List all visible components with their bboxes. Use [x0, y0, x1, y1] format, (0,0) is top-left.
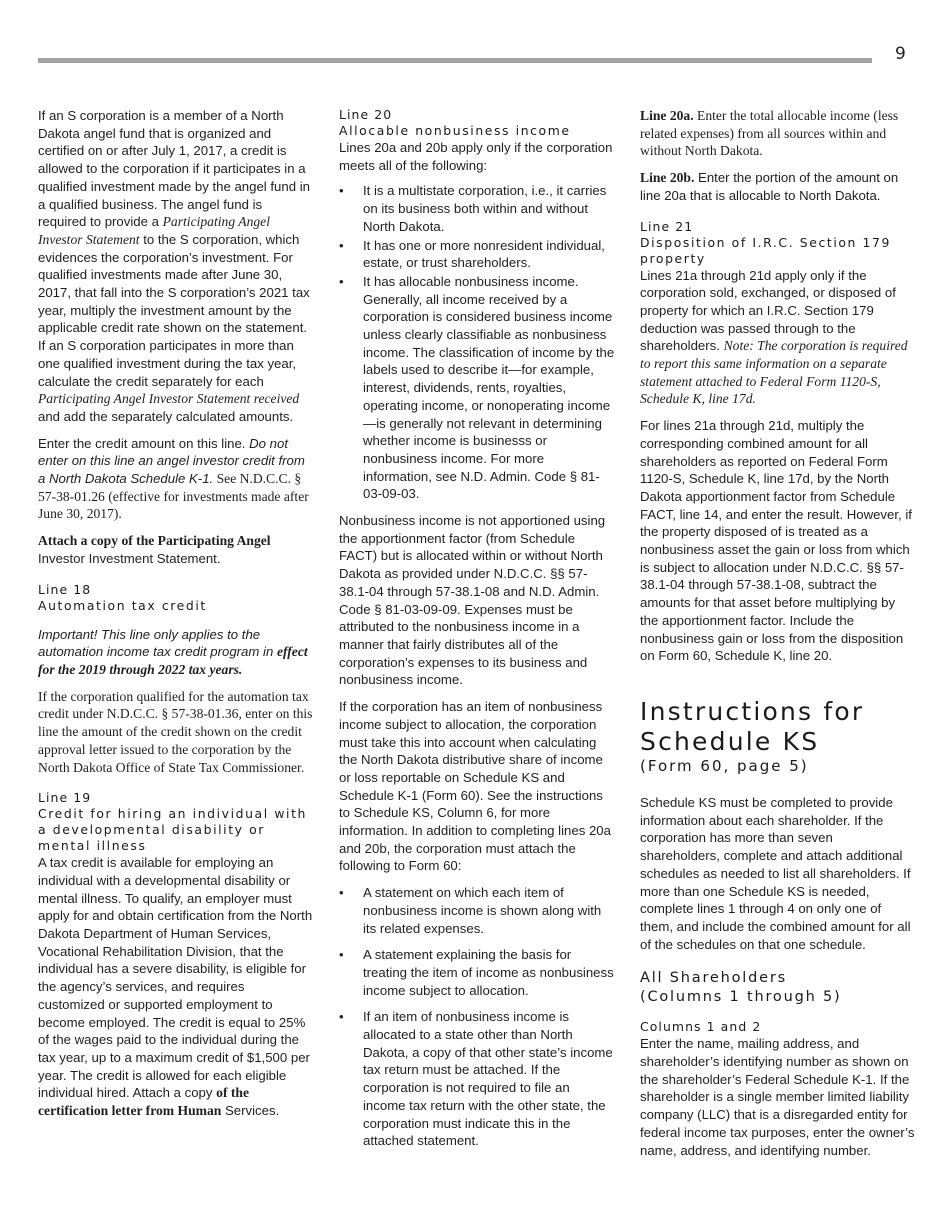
line-21-heading [640, 219, 916, 267]
list-item: • A statement explaining the basis for treating the item of income as nonbusiness income subject to allocation. [339, 946, 615, 999]
line-19-label: Line 19 [38, 790, 92, 806]
columns-1-2-heading [640, 1019, 916, 1035]
credit-amount-paragraph: Enter the credit amount on this line. Do not enter on this line an angel investor credit from a North Dakota Schedule K-1. See N.D.C.C. § 57-38-01.26 (effective for investments made after June 30, 2017). [38, 435, 309, 522]
schedule-ks-subtitle: (Form 60, page 5) [640, 756, 809, 775]
all-shareholders-title: All Shareholders [640, 970, 787, 987]
line-18-label: Line 18 [38, 581, 92, 597]
left-column [38, 107, 314, 1129]
line-20-label: Line 20 [339, 107, 393, 122]
line-19-text: A tax credit is available for employing an individual with a developmental disability or mental illness. To qualify, an employer must apply for and obtain certification from the North Dakota Department of Human Services, Vocational Rehabilitation Division, that the individual has a severe disability, is eligible for the agency’s services, and requires customized or supported employment to become employed. The credit is equal to 25% of the wages paid to the individual during the tax year, up to a maximum credit of $1,500 per year. The credit is allowed for each eligible individual hired. Attach a copy of the certification letter from Human Services. [38, 855, 313, 1119]
list-item: • It is a multistate corporation, i.e., it carries on its business both within and without North Dakota. [339, 182, 615, 235]
line-21-instructions: For lines 21a through 21d, multiply the corresponding combined amount for all shareholders as reported on Federal Form 1120-S, Schedule K, line 17d, by the North Dakota apportionment factor from Schedule FACT, line 14, and enter the result. However, if the property disposed of is treated as a nonbusiness asset the gain or loss from which is subject to allocation under N.D.C.C. §§ 57-38.1-04 through 57-38.1-08, subtract the amounts for that asset before multiplying by the apportionment factor. Include the nonbusiness gain or loss from the disposition on Form 60, Schedule K, line 20. [640, 418, 912, 664]
line-21-title: Disposition of I.R.C. Section 179 property [640, 234, 891, 266]
middle-column [339, 107, 615, 1159]
attach-copy-paragraph: Attach a copy of the Participating Angel Investor Investment Statement. [38, 533, 271, 566]
attach-requirements-paragraph: If the corporation has an item of nonbusiness income subject to allocation, the corporation must take this into account when calculating the North Dakota distributive share of income or loss reportable on Schedule KS and Schedule K-1 (Form 60). See the instructions to Schedule KS, Column 6, for more information. In addition to completing lines 20a and 20b, the corporation must attach the following to Form 60: [339, 699, 611, 874]
apportionment-paragraph: Nonbusiness income is not apportioned using the apportionment factor (from Schedule FACT) but is allocated within or without North Dakota as provided under N.D.C.C. §§ 57-38.1-04 through 57-38.1-08 and N.D. Admin. Code § 81-03-09-09. Expenses must be attributed to the nonbusiness income in a manner that fairly distributes all of the corporation’s expenses to its business and nonbusiness income. [339, 513, 606, 688]
columns-1-2-label: Columns 1 and 2 [640, 1019, 762, 1035]
list-item: • It has allocable nonbusiness income. Generally, all income received by a corporation is considered business income unless clearly classifiable as nonbusiness income. The classification of income by the labels used to describe it—for example, interest, dividends, rents, royalties, operating income, or nonoperating income—is generally not relevant in determining whether income is businesss or nonbusiness income. For more information, see N.D. Admin. Code § 81-03-09-03. [339, 273, 615, 503]
page-number: 9 [895, 44, 906, 64]
attachments-list [339, 884, 615, 1150]
list-item: • If an item of nonbusiness income is allocated to a state other than North Dakota, a copy of that other state’s income tax return must be attached. If the corporation is not required to file an income tax return with the other state, the corporation must indicate this in the attached statement. [339, 1008, 615, 1150]
line-20b-paragraph: Line 20b. Enter the portion of the amount on line 20a that is allocable to North Dakota. [640, 170, 899, 203]
line-19-heading [38, 790, 314, 854]
line-20-conditions-list [339, 182, 615, 503]
line-18-important: Important! This line only applies to the automation income tax credit program in effect for the 2019 through 2022 tax years. [38, 626, 308, 677]
list-item: • It has one or more nonresident individual, estate, or trust shareholders. [339, 237, 615, 272]
line-20-heading [339, 107, 615, 139]
schedule-ks-text: Schedule KS must be completed to provide information about each shareholder. If the corporation has more than seven shareholders, complete and attach additional schedules as needed to list all shareholders. If more than one Schedule KS is needed, complete lines 1 through 4 on only one of them, and include the combined amount for all of the schedules on that one schedule. [640, 794, 911, 952]
line-18-text: If the corporation qualified for the automation tax credit under N.D.C.C. § 57-38-01.36, enter on this line the amount of the credit shown on the credit approval letter issued to the corporation by the North Dakota Office of State Tax Commissioner. [38, 688, 313, 775]
columns-1-2-text: Enter the name, mailing address, and shareholder’s identifying number as shown on the shareholder’s Federal Schedule K-1. If the shareholder is a single member limited liability company (LLC) that is a disregarded entity for federal income tax purposes, enter the owner’s name, address, and identifying number. [640, 1036, 915, 1158]
line-18-title: Automation tax credit [38, 597, 207, 613]
line-21-text: Lines 21a through 21d apply only if the corporation sold, exchanged, or disposed of property for which an I.R.C. Section 179 deduction was passed through to the shareholders. Note: The corporation is required to report this same information on a separate statement attached to Federal Form 1120-S, Schedule K, line 17d. [640, 267, 908, 407]
line-20-title: Allocable nonbusiness income [339, 123, 571, 138]
angel-fund-paragraph: If an S corporation is a member of a North Dakota angel fund that is organized and certified on or after July 1, 2017, a credit is allowed to the corporation if it participates in a qualified investment made by the angel fund in a qualified business. The angel fund is required to provide a Participating Angel Investor Statement to the S corporation, which evidences the corporation’s investment. For qualified investments made after June 30, 2017, that fall into the S corporation’s 2021 tax year, multiply the investment amount by the applicable credit rate shown on the statement. If an S corporation participates in more than one qualified investment during the tax year, calculate the credit separately for each Participating Angel Investor Statement received and add the separately calculated amounts. [38, 108, 310, 424]
line-20a-paragraph: Line 20a. Enter the total allocable income (less related expenses) from all sources within and without North Dakota. [640, 108, 899, 159]
line-20-intro: Lines 20a and 20b apply only if the corporation meets all of the following: [339, 140, 613, 173]
line-19-title: Credit for hiring an individual with a developmental disability or mental illness [38, 806, 308, 854]
schedule-ks-title: Instructions for Schedule KS [640, 696, 865, 756]
header-rule [38, 58, 872, 63]
list-item: • A statement on which each item of nonbusiness income is shown along with its related expenses. [339, 884, 615, 937]
line-21-label: Line 21 [640, 218, 694, 234]
right-column [640, 107, 916, 1168]
all-shareholders-subtitle: (Columns 1 through 5) [640, 989, 842, 1006]
line-18-heading [38, 582, 314, 614]
